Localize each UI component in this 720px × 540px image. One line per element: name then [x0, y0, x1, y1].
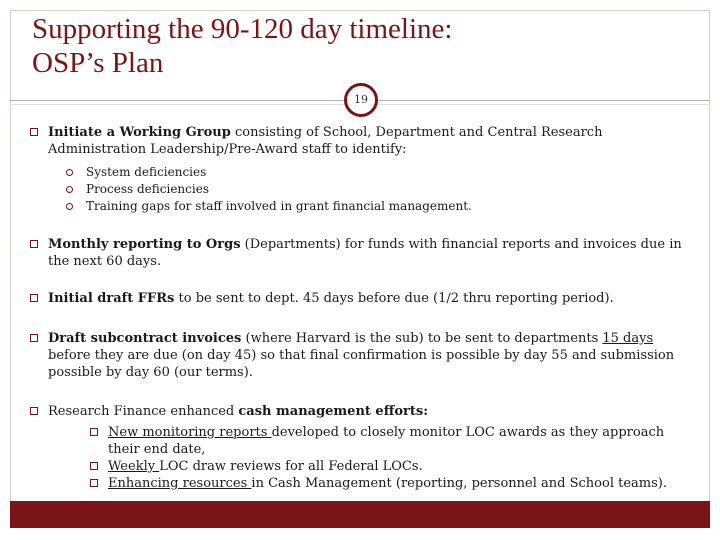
square-bullet-icon [90, 479, 98, 487]
slide-content [30, 124, 690, 492]
bullet-initial-draft-ffrs: Initial draft FFRs to be sent to dept. 45 days before due (1/2 thru reporting period). [30, 290, 690, 307]
circle-bullet-icon [66, 186, 73, 193]
list-item: Weekly LOC draw reviews for all Federal LOCs. [90, 458, 690, 475]
working-group-sublist [66, 164, 690, 215]
footer-bar [10, 501, 710, 528]
square-bullet-icon [90, 428, 98, 436]
circle-bullet-icon [66, 203, 73, 210]
list-item: New monitoring reports developed to closely monitor LOC awards as they approach their end date, [90, 424, 690, 458]
list-item: Process deficiencies [66, 181, 690, 198]
square-bullet-icon [30, 294, 38, 302]
bullet-draft-subcontract-invoices: Draft subcontract invoices (where Harvard is the sub) to be sent to departments 15 days before they are due (on day 45) so that final confirmation is possible by day 55 and submission possible by day 60 (our terms). [30, 330, 690, 381]
bullet-working-group: Initiate a Working Group consisting of School, Department and Central Research Administration Leadership/Pre-Award staff to identify: System deficiencies Process deficiencies Training gaps for staff involved in grant financial management. [30, 124, 690, 215]
list-item: Training gaps for staff involved in grant financial management. [66, 198, 690, 215]
list-item: System deficiencies [66, 164, 690, 181]
bullet-cash-management: Research Finance enhanced cash management efforts: New monitoring reports developed to closely monitor LOC awards as they approach their end date, Weekly LOC draw reviews for all Federal LOCs. Enhancing resources in Cash Management (reporting, personnel and School teams). [30, 403, 690, 492]
square-bullet-icon [30, 240, 38, 248]
slide-title: Supporting the 90-120 day timeline: OSP’s Plan [32, 13, 453, 79]
cash-management-sublist [90, 424, 690, 492]
circle-bullet-icon [66, 169, 73, 176]
square-bullet-icon [30, 128, 38, 136]
bullet-monthly-reporting: Monthly reporting to Orgs (Departments) for funds with financial reports and invoices due in the next 60 days. [30, 236, 690, 270]
square-bullet-icon [30, 334, 38, 342]
list-item: Enhancing resources in Cash Management (reporting, personnel and School teams). [90, 475, 690, 492]
square-bullet-icon [30, 407, 38, 415]
square-bullet-icon [90, 462, 98, 470]
page-number-badge: 19 [344, 83, 378, 117]
